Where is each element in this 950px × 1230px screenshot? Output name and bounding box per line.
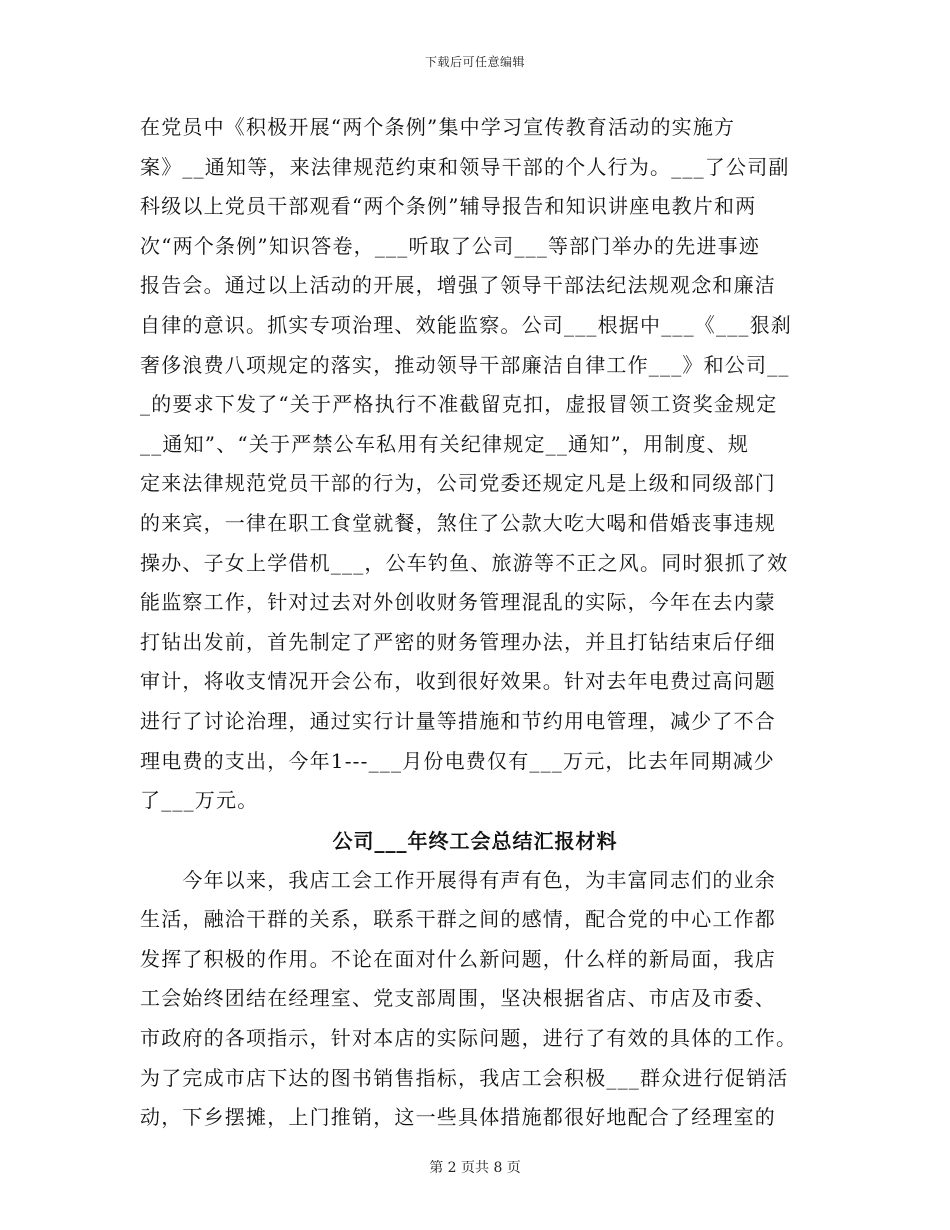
text-line: 生活，融洽干群的关系，联系干群之间的感情，配合党的中心工作都	[140, 907, 776, 932]
text-line: 今年以来，我店工会工作开展得有声有色，为丰富同志们的业余	[140, 867, 776, 892]
text-line: 动，下乡摆摊，上门推销，这一些具体措施都很好地配合了经理室的	[140, 1105, 776, 1130]
page-footer: 第 2 页共 8 页	[429, 1160, 521, 1176]
text-line: 的来宾，一律在职工食堂就餐，煞住了公款大吃大喝和借婚丧事违规	[140, 510, 776, 535]
text-line: 科级以上党员干部观看“两个条例”辅导报告和知识讲座电教片和两	[140, 194, 757, 219]
text-line: 发挥了积极的作用。不论在面对什么新问题，什么样的新局面，我店	[140, 946, 776, 971]
text-line: 审计，将收支情况开会公布，收到很好效果。针对去年电费过高问题	[140, 669, 776, 694]
text-line: 报告会。通过以上活动的开展，增强了领导干部法纪法规观念和廉洁	[140, 273, 776, 298]
text-line: 自律的意识。抓实专项治理、效能监察。公司___根据中___《___狠刹	[140, 312, 792, 337]
text-line: 为了完成市店下达的图书销售指标，我店工会积极___群众进行促销活	[140, 1065, 789, 1090]
text-line: 在党员中《积极开展“两个条例”集中学习宣传教育活动的实施方	[140, 115, 736, 139]
page-header: 下载后可任意编辑	[424, 55, 525, 69]
section-title: 公司___年终工会总结汇报材料	[332, 828, 618, 853]
text-line: 市政府的各项指示，针对本店的实际问题，进行了有效的具体的工作。	[140, 1026, 798, 1051]
paragraph-2	[140, 861, 810, 1138]
text-line: 打钻出发前，首先制定了严密的财务管理办法，并且打钻结束后仔细	[140, 629, 776, 654]
paragraph-1	[140, 108, 810, 821]
text-line: 能监察工作，针对过去对外创收财务管理混乱的实际，今年在去内蒙	[140, 590, 776, 615]
text-line: 理电费的支出，今年1---___月份电费仅有___万元，比去年同期减少	[140, 748, 775, 773]
text-line: 次“两个条例”知识答卷，___听取了公司___等部门举办的先进事迹	[140, 233, 761, 258]
text-line: 操办、子女上学借机___，公车钓鱼、旅游等不正之风。同时狠抓了效	[140, 550, 789, 575]
document-body	[140, 108, 810, 1138]
text-line: 奢侈浪费八项规定的落实，推动领导干部廉洁自律工作___》和公司__	[140, 352, 790, 377]
text-line: __通知”、“关于严禁公车私用有关纪律规定__通知”，用制度、规	[140, 431, 750, 456]
text-line: _的要求下发了“关于严格执行不准截留克扣，虚报冒领工资奖金规定	[140, 392, 778, 417]
text-line: 定来法律规范党员干部的行为，公司党委还规定凡是上级和同级部门	[140, 471, 776, 496]
text-line: 工会始终团结在经理室、党支部周围，坚决根据省店、市店及市委、	[140, 986, 776, 1011]
text-line: 案》__通知等，来法律规范约束和领导干部的个人行为。___了公司副	[140, 154, 790, 179]
text-line: 了___万元。	[140, 788, 259, 813]
text-line: 进行了讨论治理，通过实行计量等措施和节约用电管理，减少了不合	[140, 708, 776, 733]
